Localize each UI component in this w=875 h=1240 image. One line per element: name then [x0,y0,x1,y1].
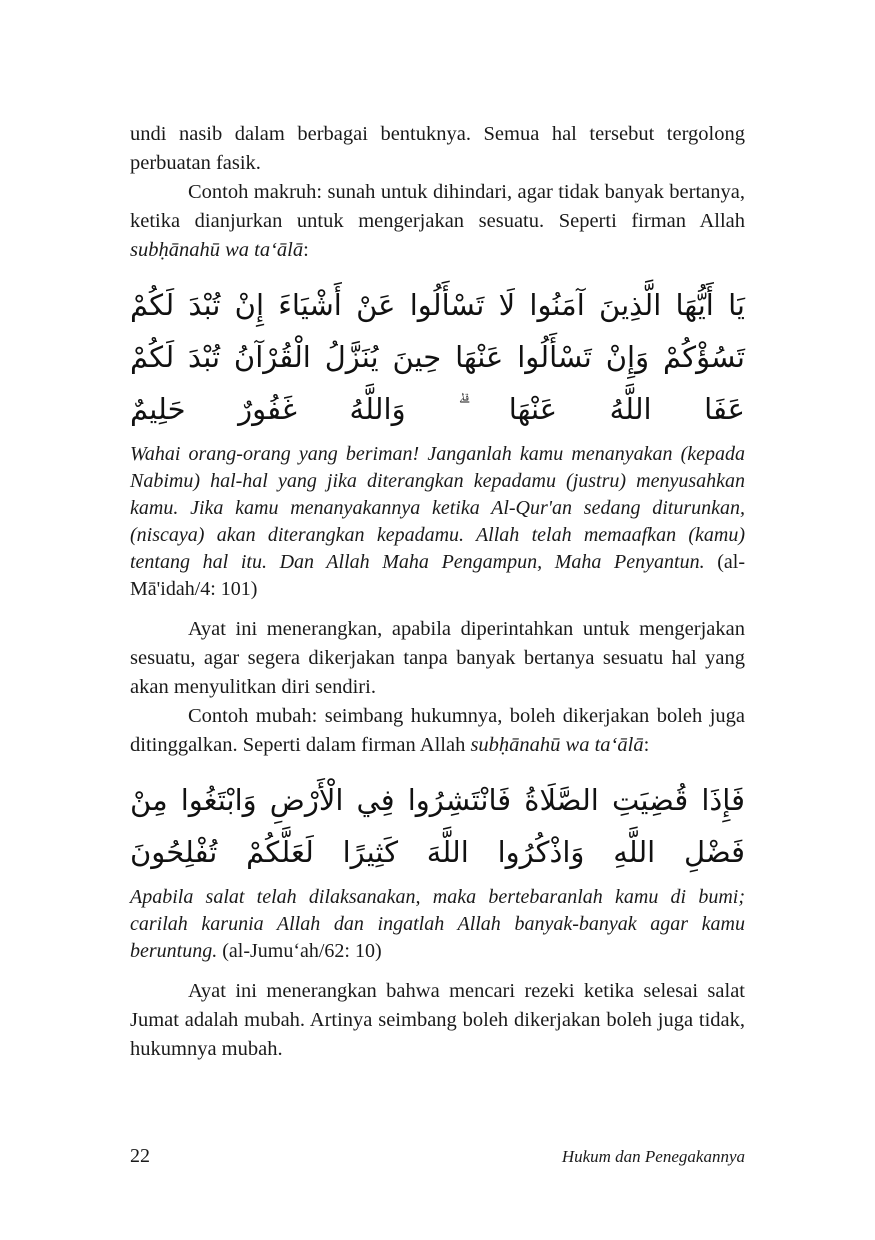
paragraph-mubah [130,702,745,760]
paragraph-intro: undi nasib dalam berbagai bentuknya. Semua hal tersebut tergolong perbuatan fasik. [130,123,745,174]
translation-1-reference: (al-Mā'idah/4: 101) [130,551,745,600]
translation-2-text: Apabila salat telah dilaksanakan, maka bertebaranlah kamu di bumi; carilah karunia Allah dan ingatlah Allah banyak-banyak agar kamu beruntung. [130,886,745,962]
paragraph-mubah-italic: subḥānahū wa ta‘ālā [470,734,644,756]
translation-2 [130,884,745,965]
paragraph-makruh [130,178,745,265]
paragraph-makruh-italic: subḥānahū wa ta‘ālā [130,239,304,261]
spacer [130,965,745,977]
page-number: 22 [130,1145,150,1167]
paragraph-makruh-end: : [303,239,309,261]
page-body [130,120,745,1064]
paragraph-explanation-2: Ayat ini menerangkan bahwa mencari rezeki ketika selesai salat Jumat adalah mubah. Artinya seimbang boleh dikerjakan boleh juga tidak, hukumnya mubah. [130,980,745,1060]
translation-1-text: Wahai orang-orang yang beriman! Janganlah kamu menanyakan (kepada Nabimu) hal-hal yang jika diterangkan kepadamu (justru) menyusahkan kamu. Jika kamu menanyakannya ketika Al-Qur'an sedang diturunkan, (niscaya) akan diterangkan kepadamu. Allah telah memaafkan (kamu) tentang hal itu. Dan Allah Maha Pengampun, Maha Penyantun. [130,443,745,573]
paragraph-makruh-text: Contoh makruh: sunah untuk dihindari, agar tidak banyak bertanya, ketika dianjurkan untuk mengerjakan sesuatu. Seperti firman Allah [130,181,745,232]
translation-2-reference: (al-Jumu‘ah/62: 10) [217,940,382,962]
translation-1 [130,441,745,603]
spacer [130,603,745,615]
arabic-verse-1: يَا أَيُّهَا الَّذِينَ آمَنُوا لَا تَسْأَلُوا عَنْ أَشْيَاءَ إِنْ تُبْدَ لَكُمْ تَسُؤْكُمْ وَإِنْ تَسْأَلُوا عَنْهَا حِينَ يُنَزَّلُ الْقُرْآنُ تُبْدَ لَكُمْ عَفَا اللَّهُ عَنْهَا ۗ وَاللَّهُ غَفُورٌ حَلِيمٌ [130,288,745,426]
page-footer [130,1145,745,1168]
paragraph-mubah-end: : [643,734,650,756]
arabic-verse-2: فَإِذَا قُضِيَتِ الصَّلَاةُ فَانْتَشِرُوا فِي الْأَرْضِ وَابْتَغُوا مِنْ فَضْلِ اللَّهِ وَاذْكُرُوا اللَّهَ كَثِيرًا لَعَلَّكُمْ تُفْلِحُونَ [130,783,745,869]
paragraph-explanation-1: Ayat ini menerangkan, apabila diperintahkan untuk mengerjakan sesuatu, agar segera dikerjakan tanpa banyak bertanya sesuatu hal yang akan menyulitkan diri sendiri. [130,618,745,698]
paragraph-mubah-text: Contoh mubah: seimbang hukumnya, boleh dikerjakan boleh juga ditinggalkan. Seperti dalam firman Allah [130,705,745,756]
running-head: Hukum dan Penegakannya [561,1147,745,1166]
